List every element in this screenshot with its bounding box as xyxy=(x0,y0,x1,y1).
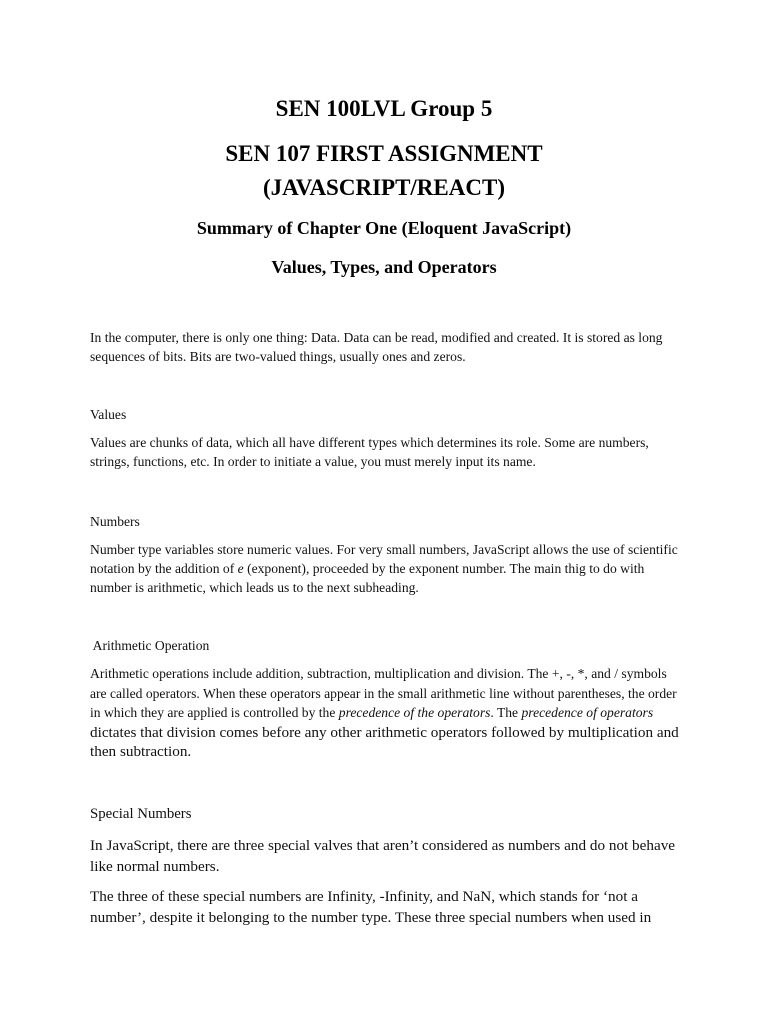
intro-paragraph: In the computer, there is only one thing: Data. Data can be read, modified and created. It is stored as long sequences of bits. Bits are two-valued things, usually ones and zeros. xyxy=(90,330,663,364)
summary-title: Summary of Chapter One (Eloquent JavaScript) xyxy=(196,218,572,238)
chapter-title: Values, Types, and Operators xyxy=(271,257,497,277)
arithmetic-em-1: precedence of the operators xyxy=(338,705,491,720)
numbers-exponent-term: e xyxy=(237,561,244,576)
arithmetic-text-1: Arithmetic operations include addition, subtraction, multiplication and division. The +, -, *, and / symbols are called operators. When these operators appear in the small arithmetic line without parentheses, the order in which they are applied is controlled by the xyxy=(90,666,677,720)
numbers-heading: Numbers xyxy=(90,514,140,529)
numbers-text-2: (exponent), proceeded by the exponent number. The main thig to do with number is arithmetic, which leads us to the next subheading. xyxy=(90,561,645,595)
special-numbers-heading: Special Numbers xyxy=(90,806,192,822)
special-paragraph-2: The three of these special numbers are Infinity, -Infinity, and NaN, which stands for ‘not a number’, despite it belonging to the number type. These three special numbers when used in xyxy=(90,888,652,926)
numbers-text-1: Number type variables store numeric values. For very small numbers, JavaScript allows the use of scientific notation by the addition of xyxy=(90,542,678,576)
special-paragraph-1: In JavaScript, there are three special valves that aren’t considered as numbers and do not behave like normal numbers. xyxy=(90,837,676,875)
arithmetic-heading: Arithmetic Operation xyxy=(90,638,210,653)
arithmetic-paragraph xyxy=(90,664,682,762)
group-title: SEN 100LVL Group 5 xyxy=(275,96,493,121)
arithmetic-em-2: precedence of operators xyxy=(521,705,654,720)
values-heading: Values xyxy=(90,407,127,422)
numbers-paragraph xyxy=(90,540,682,597)
values-paragraph: Values are chunks of data, which all have different types which determines its role. Some are numbers, strings, functions, etc. In order to initiate a value, you must merely input its name. xyxy=(90,435,649,469)
assignment-title-line1: SEN 107 FIRST ASSIGNMENT xyxy=(225,141,543,166)
arithmetic-text-2: . The xyxy=(490,705,522,720)
assignment-title-line2: (JAVASCRIPT/REACT) xyxy=(263,175,505,200)
arithmetic-text-3: dictates that division comes before any other arithmetic operators followed by multiplication and then subtraction. xyxy=(90,723,679,760)
